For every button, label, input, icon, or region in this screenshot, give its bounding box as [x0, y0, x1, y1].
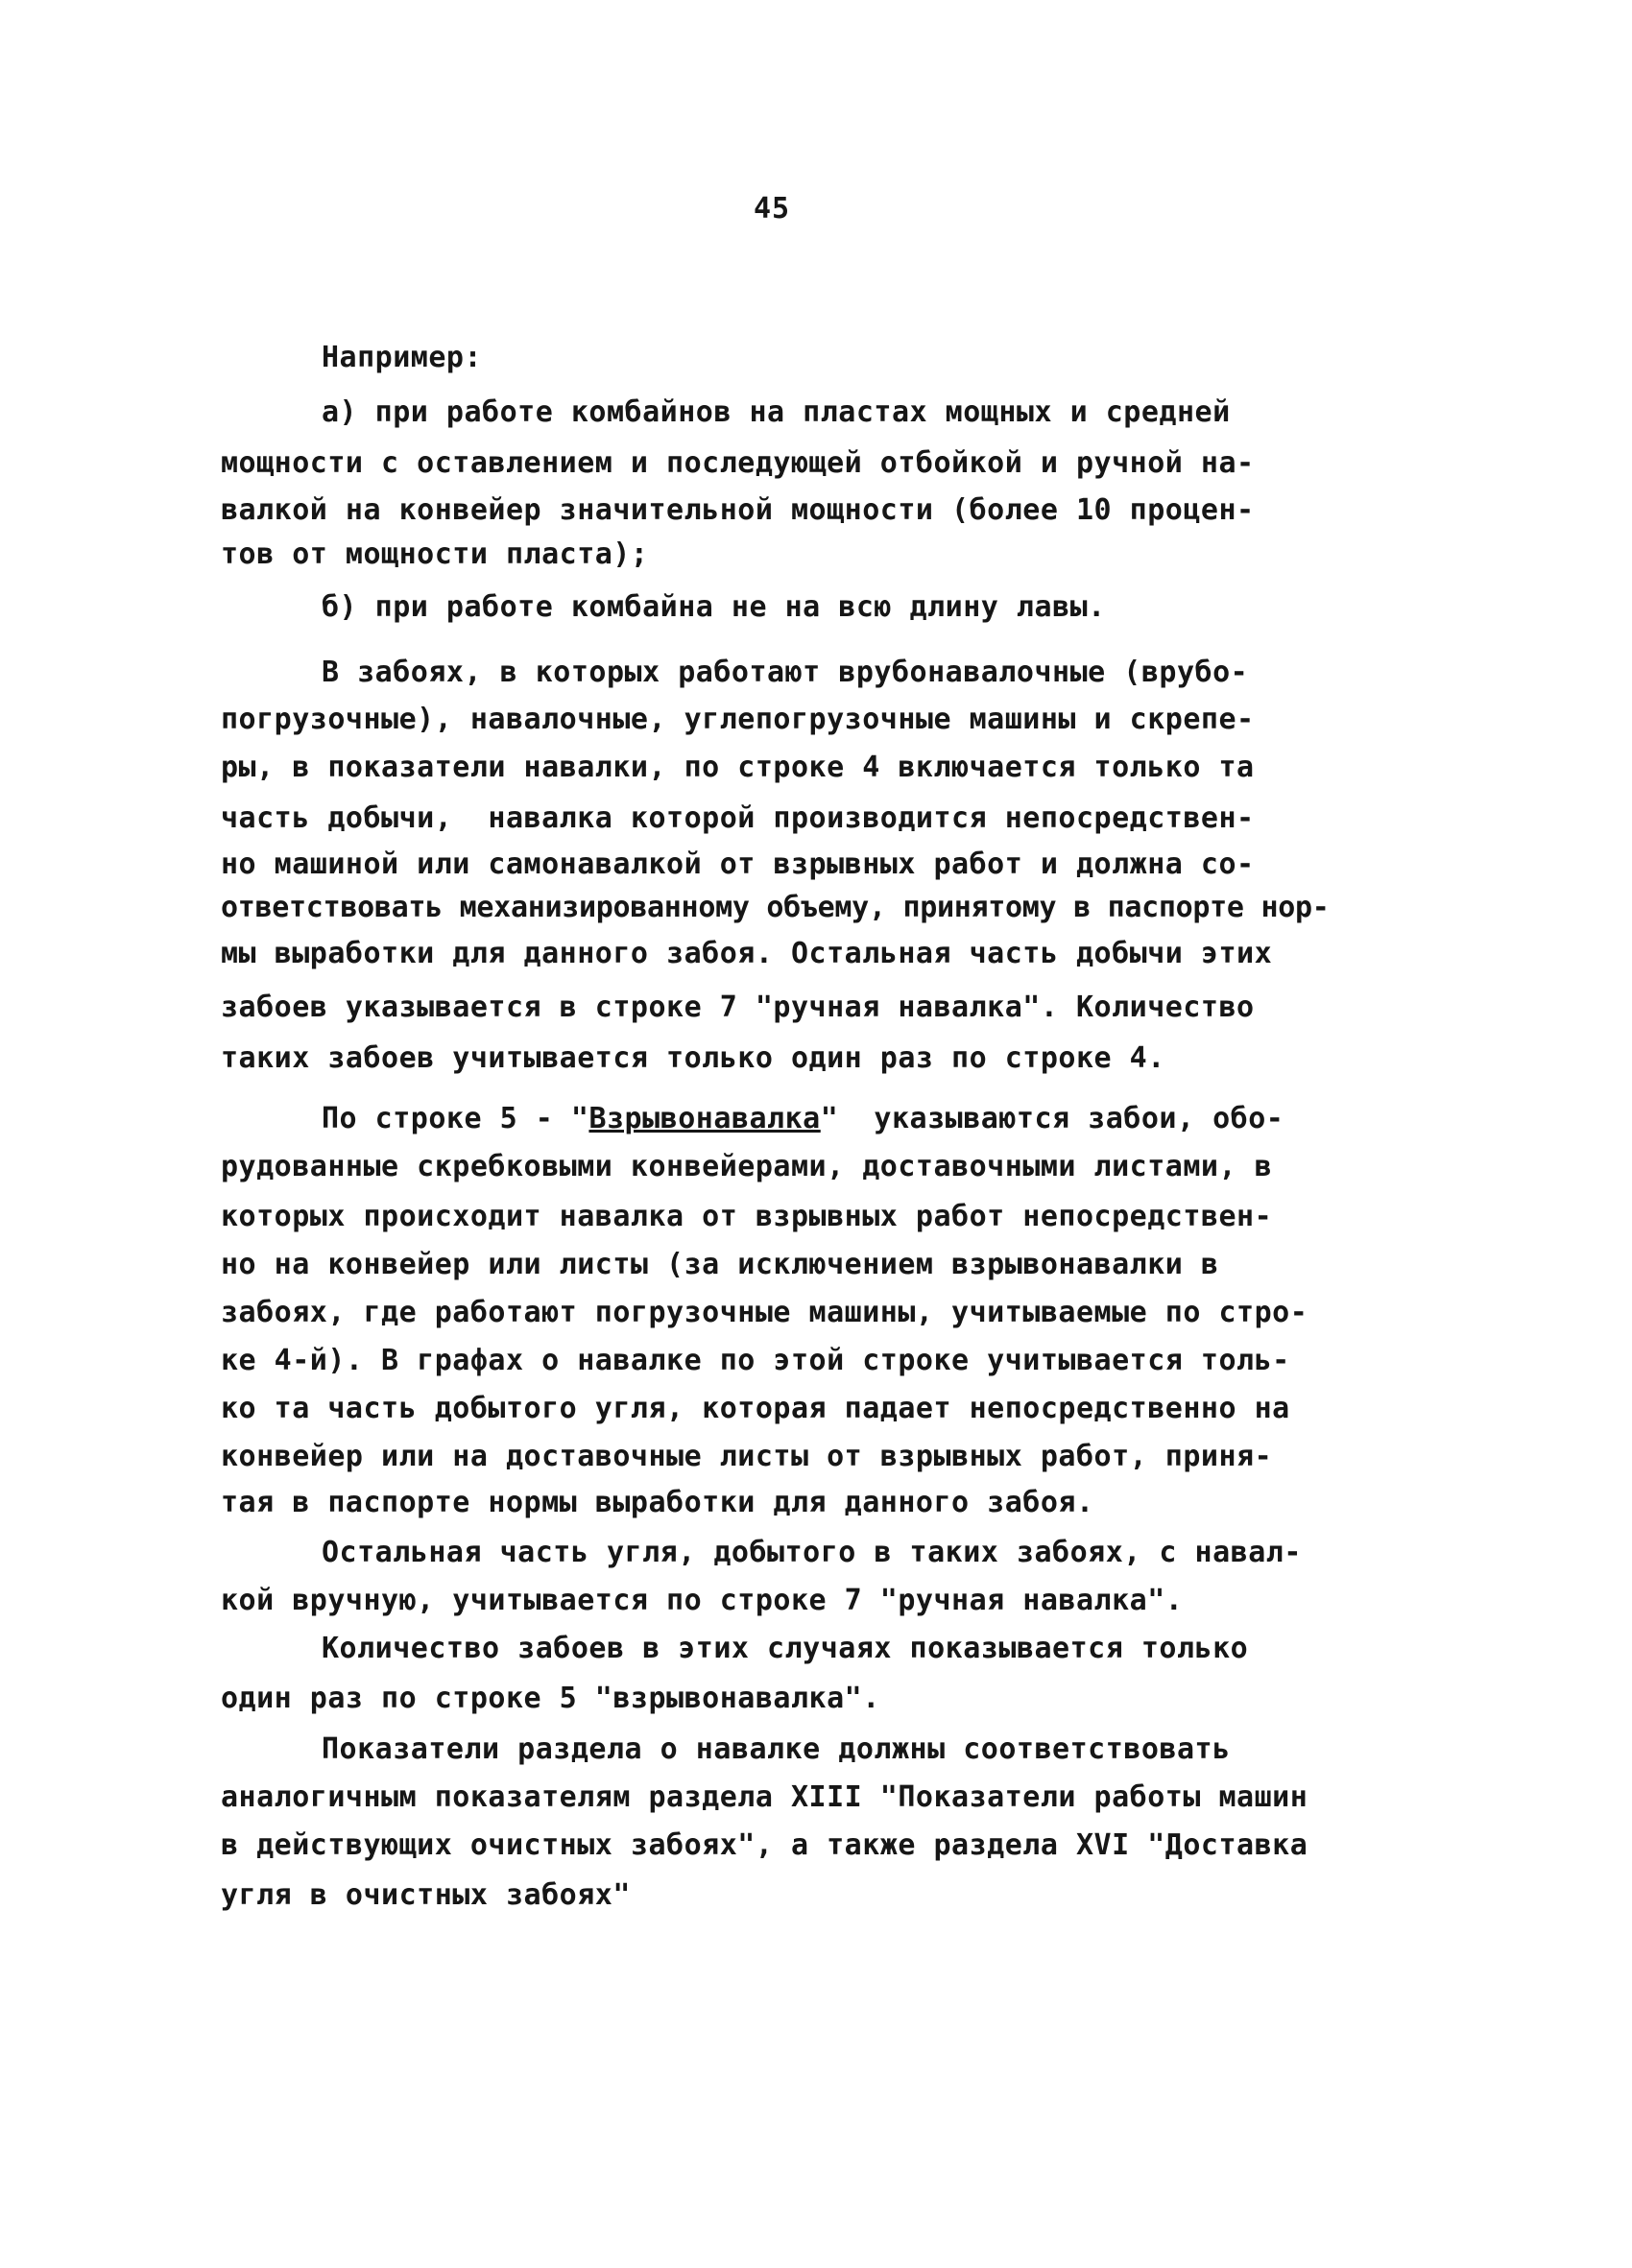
page-number: 45: [754, 192, 791, 226]
text-segment: " указываются забои, обо-: [820, 1102, 1284, 1135]
text-line: Показатели раздела о навалке должны соответствовать: [322, 1732, 1231, 1766]
text-line: ке 4-й). В графах о навалке по этой строке учитывается толь-: [221, 1344, 1290, 1377]
text-line: которых происходит навалка от взрывных работ непосредствен-: [221, 1200, 1273, 1233]
text-line: мы выработки для данного забоя. Остальная часть добычи этих: [221, 937, 1273, 970]
text-line: аналогичным показателям раздела XIII "Показатели работы машин: [221, 1780, 1308, 1814]
text-line: ответствовать механизированному объему, принятому в паспорте нор-: [221, 891, 1330, 924]
text-line: погрузочные), навалочные, углепогрузочные машины и скрепе-: [221, 703, 1255, 736]
text-line: кой вручную, учитывается по строке 7 "ручная навалка".: [221, 1584, 1184, 1617]
text-line: рудованные скребковыми конвейерами, доставочными листами, в: [221, 1150, 1273, 1183]
text-line: забоях, где работают погрузочные машины, учитываемые по стро-: [221, 1296, 1308, 1329]
text-line: В забоях, в которых работают врубонавалочные (врубо-: [322, 656, 1249, 689]
underlined-term: Взрывонавалка: [588, 1102, 821, 1135]
text-line: один раз по строке 5 "взрывонавалка".: [221, 1682, 880, 1715]
text-line: тов от мощности пласта);: [221, 537, 649, 571]
text-line: мощности с оставлением и последующей отбойкой и ручной на-: [221, 446, 1255, 480]
text-line: но на конвейер или листы (за исключением взрывонавалки в: [221, 1248, 1219, 1281]
text-line: ры, в показатели навалки, по строке 4 включается только та: [221, 751, 1255, 784]
text-segment: По строке 5 - ": [322, 1102, 589, 1135]
text-line: угля в очистных забоях": [221, 1878, 631, 1912]
text-line: но машиной или самонавалкой от взрывных работ и должна со-: [221, 848, 1255, 881]
text-line: а) при работе комбайнов на пластах мощных и средней: [322, 395, 1231, 429]
text-line: ко та часть добытого угля, которая падает непосредственно на: [221, 1392, 1290, 1425]
text-line: валкой на конвейер значительной мощности (более 10 процен-: [221, 493, 1255, 527]
text-line: конвейер или на доставочные листы от взрывных работ, приня-: [221, 1440, 1273, 1473]
text-line: Например:: [322, 341, 483, 374]
text-line: часть добычи, навалка которой производится непосредствен-: [221, 801, 1255, 835]
text-line: в действующих очистных забоях", а также раздела XVI "Доставка: [221, 1828, 1308, 1862]
text-line: тая в паспорте нормы выработки для данного забоя.: [221, 1486, 1094, 1519]
text-line: Количество забоев в этих случаях показывается только: [322, 1632, 1249, 1665]
text-line: [322, 1102, 1284, 1136]
text-line: забоев указывается в строке 7 "ручная навалка". Количество: [221, 991, 1255, 1024]
text-line: б) при работе комбайна не на всю длину лавы.: [322, 590, 1106, 624]
text-line: Остальная часть угля, добытого в таких забоях, с навал-: [322, 1536, 1302, 1569]
text-line: таких забоев учитывается только один раз по строке 4.: [221, 1041, 1165, 1075]
